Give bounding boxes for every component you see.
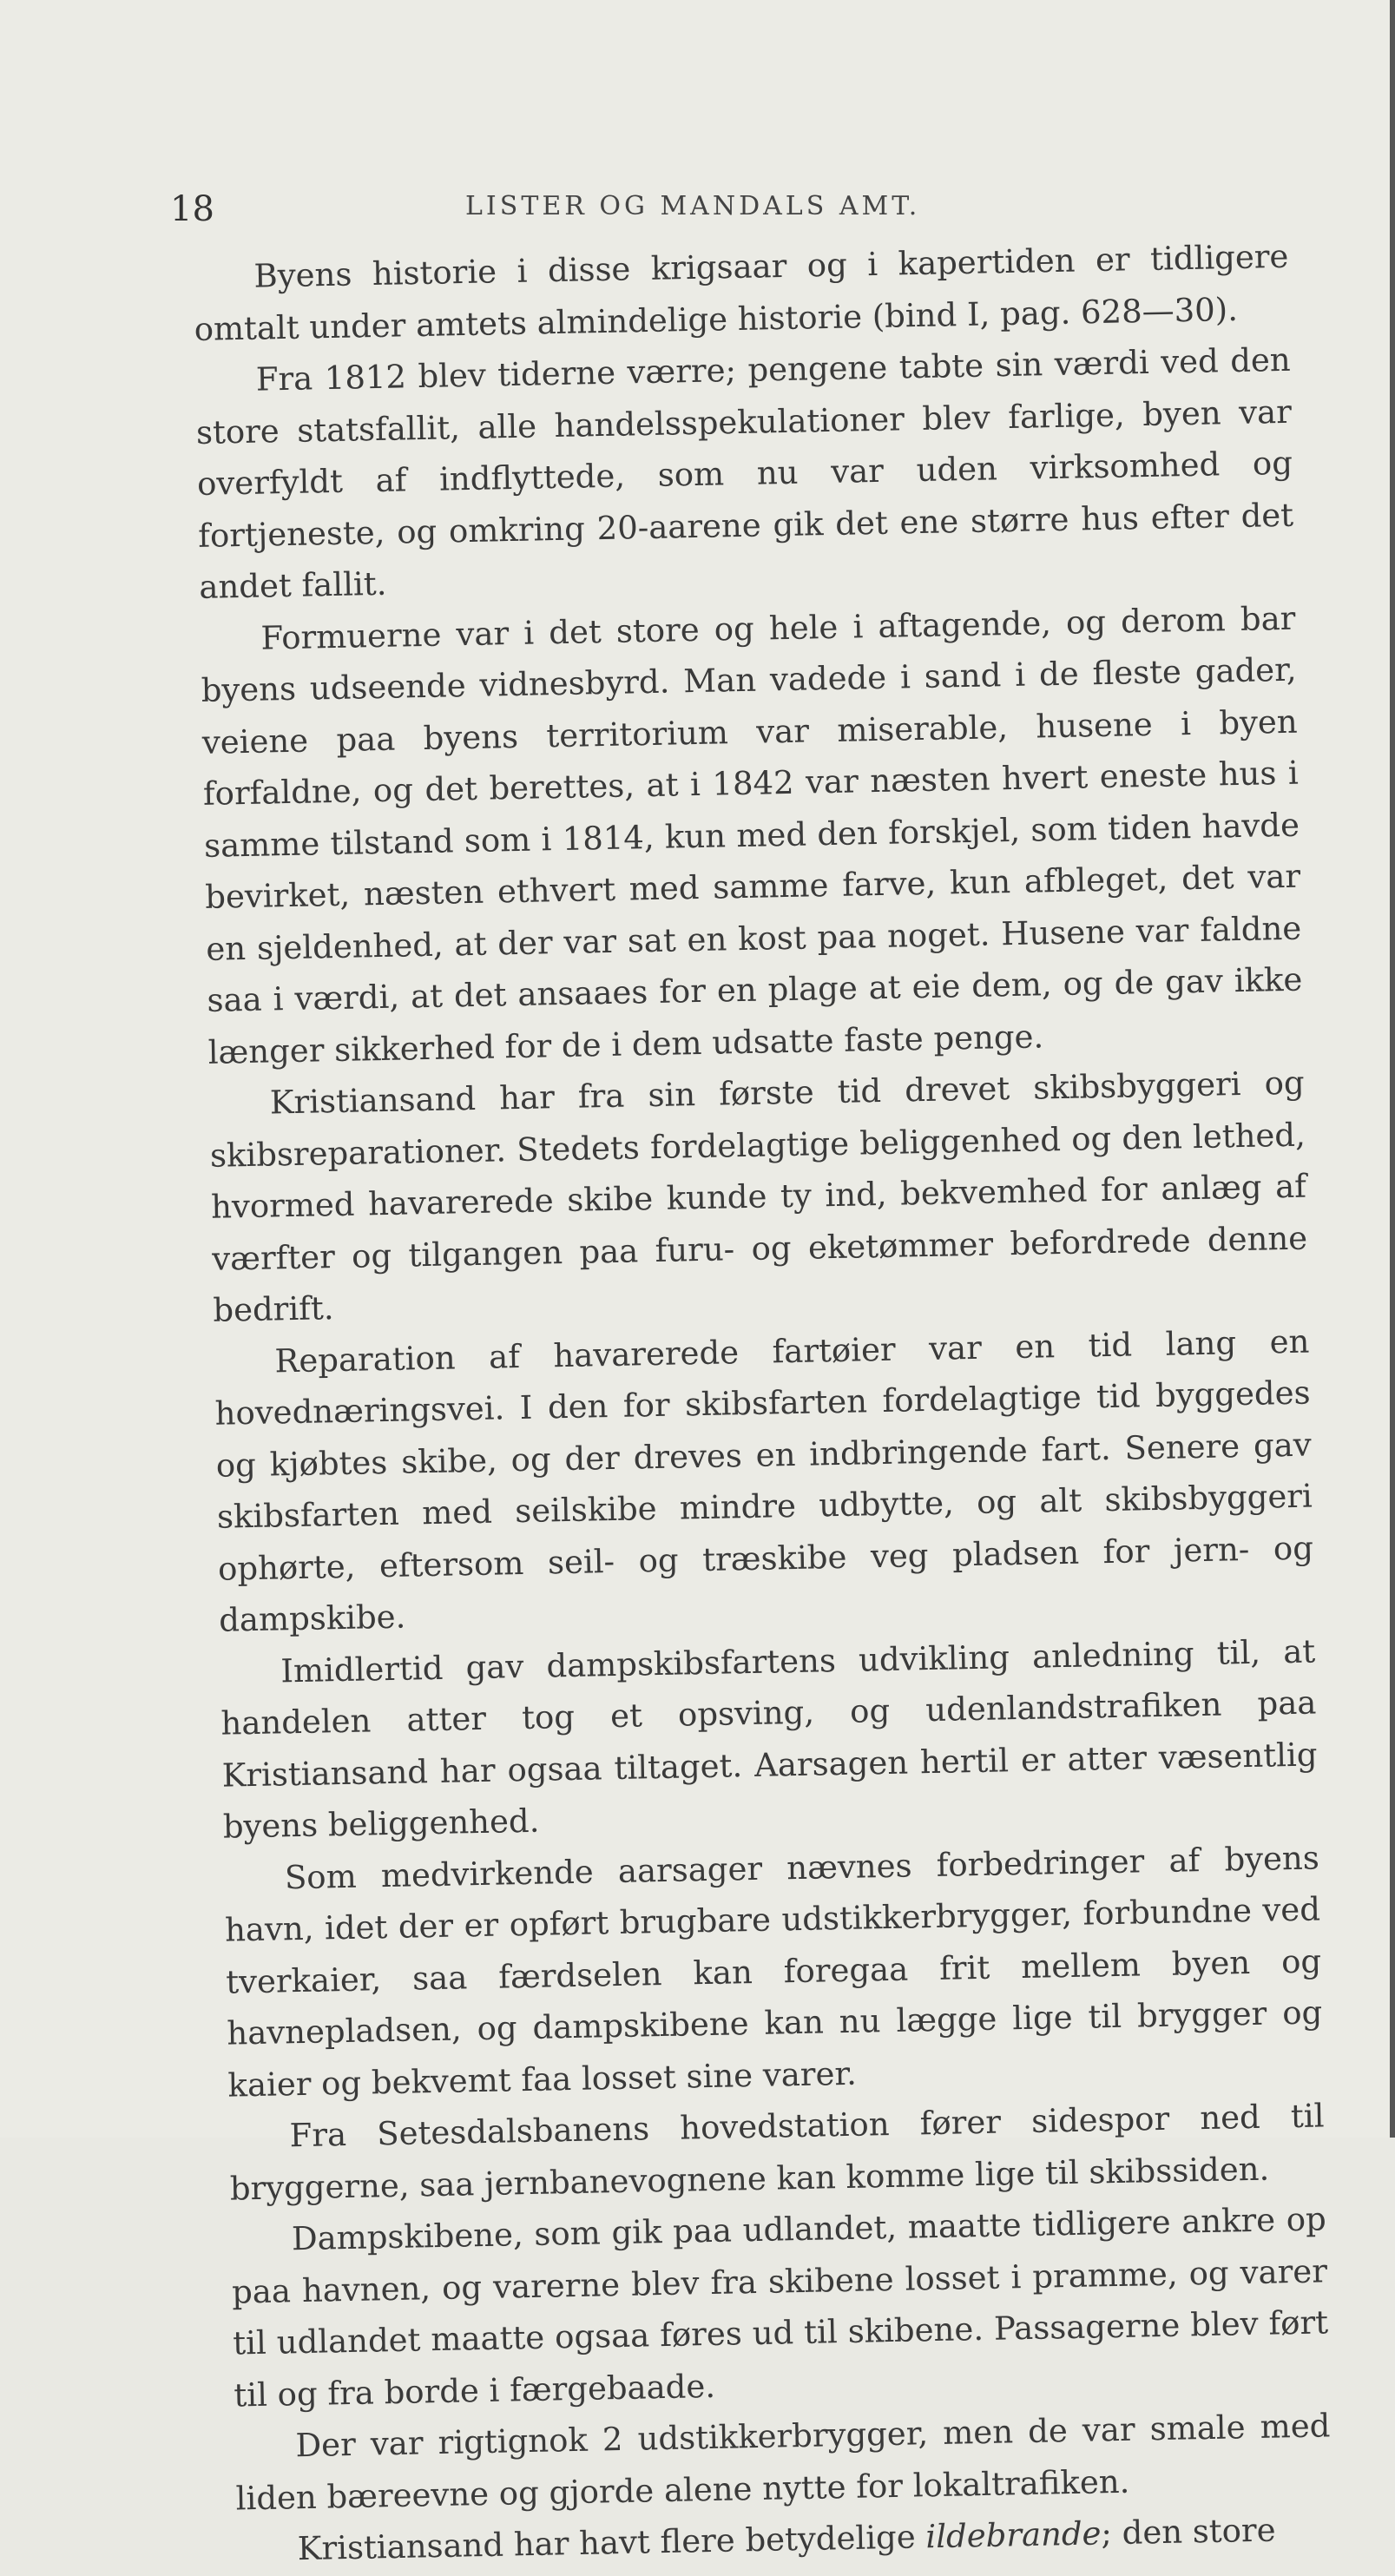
paragraph: Dampskibene, som gik paa udlandet, maatte tidligere ankre op paa havnen, og varerne blev fra skibene losset i pramme, og varer til udlandet maatte ogsaa føres ud til skibene. Passagerne blev ført til og fra borde i færgebaade. <box>231 2200 1329 2415</box>
body-text <box>193 231 1332 2576</box>
paragraph: Imidlertid gav dampskibsfartens udvikling anledning til, at handelen atter tog et opsving, og udenlandstrafiken paa Kristiansand har ogsaa tiltaget. Aarsagen hertil er atter væsentlig byens beliggenhed. <box>220 1631 1318 1846</box>
paragraph: Byens historie i disse krigsaar og i kapertiden er tidligere omtalt under amtets almindelige historie (bind I, pag. 628—30). <box>194 237 1289 348</box>
last-paragraph-tail: ; den store <box>1101 2511 1276 2553</box>
running-head: LISTER OG MANDALS AMT. <box>465 191 921 221</box>
page-header <box>170 181 1299 233</box>
page-number: 18 <box>170 189 214 229</box>
paragraph: Fra 1812 blev tiderne værre; pengene tabte sin værdi ved den store statsfallit, alle handelsspekulationer blev farlige, byen var overfyldt af indflyttede, som nu var uden virksomhed og fortjeneste, og omkring 20-aarene gik det ene større hus efter det andet fallit. <box>195 340 1294 606</box>
paragraph: Kristiansand har fra sin første tid drevet skibsbyggeri og skibsreparationer. Stedets fordelagtige beliggenhed og den lethed, hvormed havarerede skibe kunde ty ind, bekvemhed for anlæg af værfter og tilgangen paa furu- og eketømmer befordrede denne bedrift. <box>209 1064 1308 1329</box>
paragraph: Fra Setesdalsbanens hovedstation fører sidespor ned til bryggerne, saa jernbanevognene kan komme lige til skibssiden. <box>229 2097 1325 2208</box>
paragraph: Der var rigtignok 2 udstikkerbrygger, men de var smale med liden bæreevne og gjorde alene nytte for lokaltrafiken. <box>235 2407 1331 2518</box>
italic-term: ildebrande <box>925 2514 1102 2556</box>
last-paragraph-text: Kristiansand har havt flere betydelige <box>297 2518 926 2568</box>
paragraph: Reparation af havarerede fartøier var en tid lang en hovednæringsvei. I den for skibsfarten fordelagtige tid byggedes og kjøbtes skibe, og der dreves en indbringende fart. Senere gav skibsfarten med seilskibe mindre udbytte, og alt skibsbyggeri ophørte, eftersom seil- og træskibe veg pladsen for jern- og dampskibe. <box>214 1322 1314 1639</box>
page-edge-shadow <box>1390 0 1395 2138</box>
paragraph: Formuerne var i det store og hele i aftagende, og derom bar byens udseende vidnesbyrd. Man vadede i sand i de fleste gader, veiene paa byens territorium var miserable, husene i byen forfaldne, og det berettes, at i 1842 var næsten hvert eneste hus i samme tilstand som i 1814, kun med den forskjel, som tiden havde bevirket, næsten ethvert med samme farve, kun afbleget, det var en sjeldenhed, at der var sat en kost paa noget. Husene var faldne saa i værdi, at det ansaaes for en plage at eie dem, og de gav ikke længer sikkerhed for de i dem udsatte faste penge. <box>201 599 1303 1071</box>
paragraph: Som medvirkende aarsager nævnes forbedringer af byens havn, idet der er opført brugbare udstikkerbrygger, forbundne ved tverkaier, saa færdselen kan foregaa frit mellem byen og havnepladsen, og dampskibene kan nu lægge lige til brygger og kaier og bekvemt faa losset sine varer. <box>224 1838 1323 2105</box>
